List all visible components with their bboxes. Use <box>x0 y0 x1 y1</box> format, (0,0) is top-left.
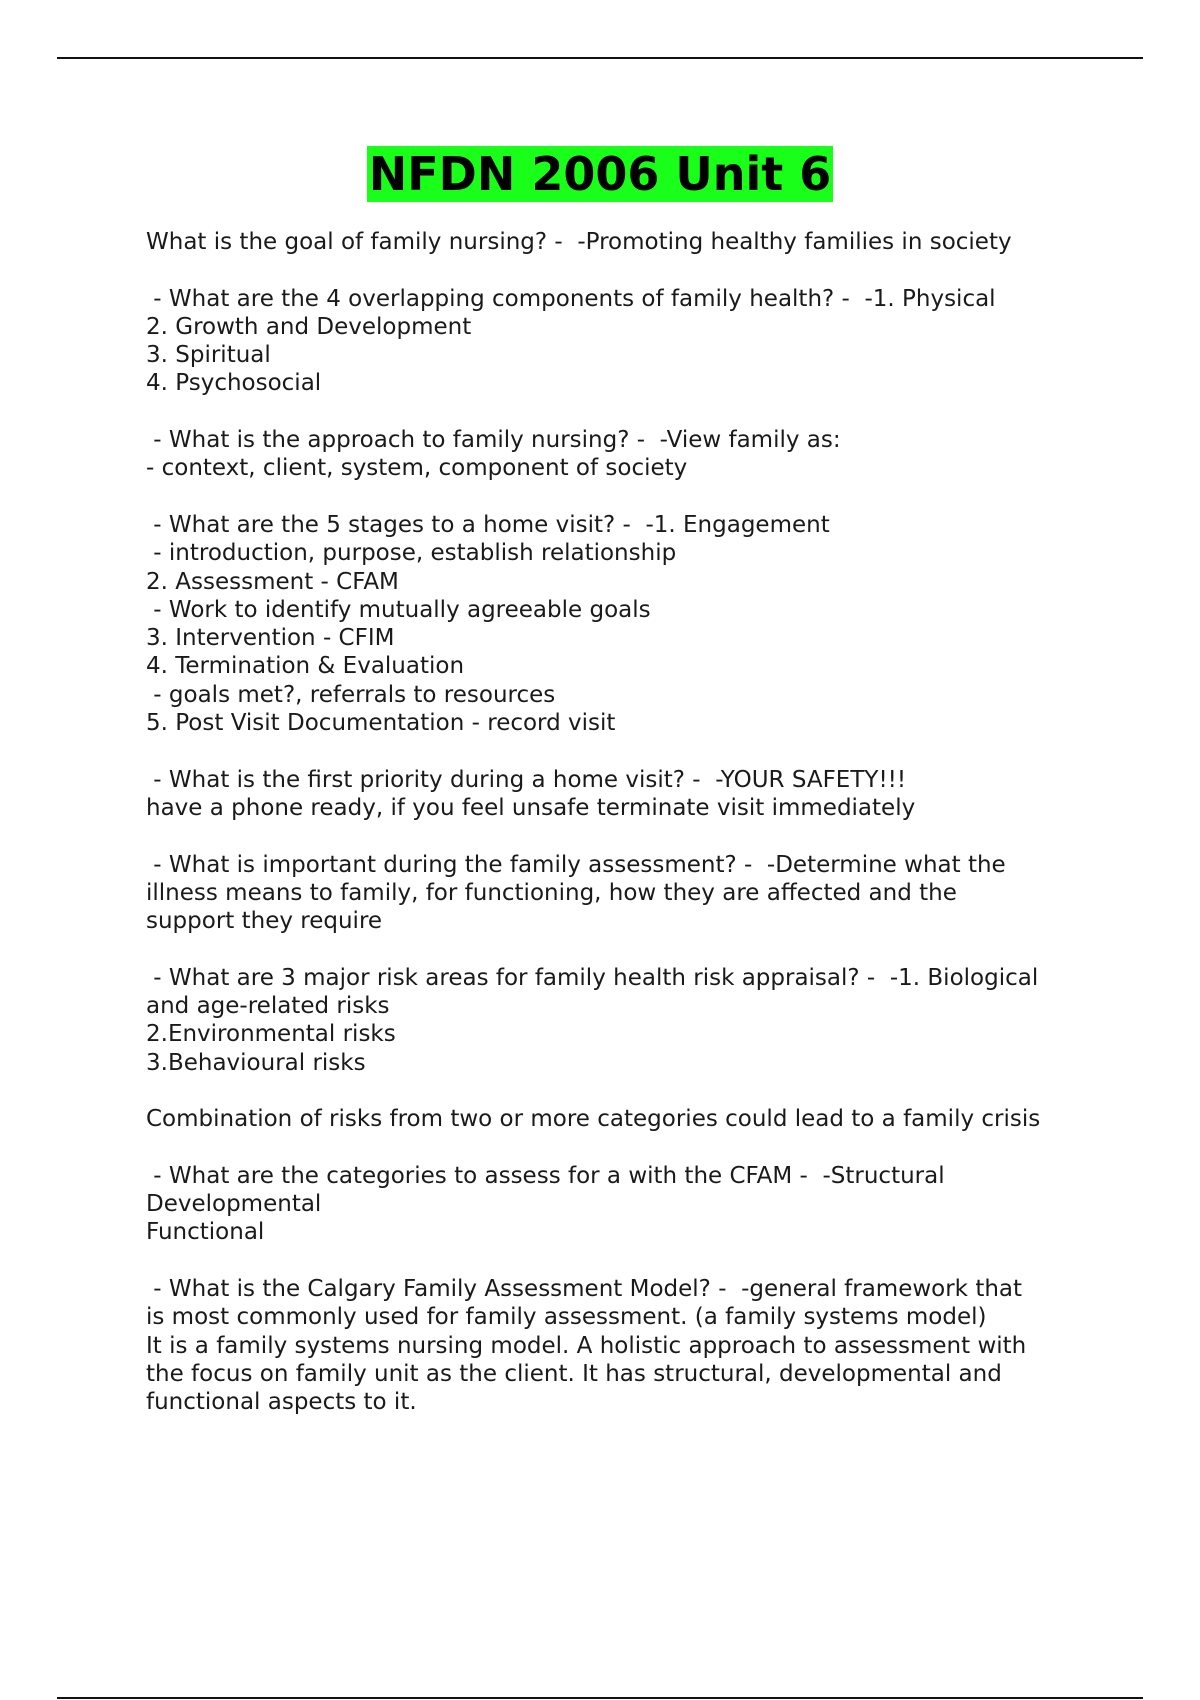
text-line: 4. Termination & Evaluation <box>146 653 465 680</box>
blank-line <box>146 935 1096 963</box>
text-line: It is a family systems nursing model. A holistic approach to assessment with <box>146 1332 1027 1359</box>
text-line: - What is the approach to family nursing? - -View family as: <box>146 427 841 454</box>
blank-line <box>146 1134 1096 1162</box>
text-line: the focus on family unit as the client. It has structural, developmental and <box>146 1360 1002 1387</box>
text-line: 2. Growth and Development <box>146 313 472 340</box>
bottom-divider <box>57 1697 1143 1699</box>
blank-line <box>146 1247 1096 1275</box>
blank-line <box>146 483 1096 511</box>
blank-line <box>146 737 1096 765</box>
text-line: Developmental <box>146 1191 322 1218</box>
text-line: What is the goal of family nursing? - -Promoting healthy families in society <box>146 229 1012 255</box>
text-line: functional aspects to it. <box>146 1389 417 1416</box>
text-line: 3. Spiritual <box>146 342 271 369</box>
title-container <box>0 146 1200 202</box>
text-line: - What are the 4 overlapping components of family health? - -1. Physical <box>146 285 996 312</box>
text-line: - context, client, system, component of society <box>146 455 688 482</box>
document-body <box>146 228 1096 1416</box>
text-line: - Work to identify mutually agreeable goals <box>146 596 651 623</box>
text-line: - What is the first priority during a home visit? - -YOUR SAFETY!!! <box>146 766 907 793</box>
text-line: have a phone ready, if you feel unsafe terminate visit immediately <box>146 794 916 821</box>
text-line: Combination of risks from two or more categories could lead to a family crisis <box>146 1106 1041 1133</box>
text-line: - What are 3 major risk areas for family health risk appraisal? - -1. Biological <box>146 964 1039 991</box>
text-line: illness means to family, for functioning, how they are affected and the <box>146 879 957 906</box>
text-line: 2.Environmental risks <box>146 1021 396 1048</box>
blank-line <box>146 256 1096 284</box>
text-line: - What are the 5 stages to a home visit? - -1. Engagement <box>146 511 830 538</box>
text-line: - introduction, purpose, establish relationship <box>146 540 677 567</box>
text-line: is most commonly used for family assessment. (a family systems model) <box>146 1304 987 1331</box>
text-line: 3.Behavioural risks <box>146 1049 366 1076</box>
top-divider <box>57 57 1143 59</box>
text-line: Functional <box>146 1219 265 1246</box>
blank-line <box>146 398 1096 426</box>
text-line: 4. Psychosocial <box>146 370 322 397</box>
text-line: - What are the categories to assess for a with the CFAM - -Structural <box>146 1162 945 1189</box>
text-line: and age-related risks <box>146 993 390 1020</box>
text-line: - goals met?, referrals to resources <box>146 681 556 708</box>
blank-line <box>146 1077 1096 1105</box>
text-line: 5. Post Visit Documentation - record visit <box>146 710 616 737</box>
document-title: NFDN 2006 Unit 6 <box>368 147 832 201</box>
text-line: - What is the Calgary Family Assessment Model? - -general framework that <box>146 1275 1023 1302</box>
blank-line <box>146 822 1096 850</box>
text-line: 2. Assessment - CFAM <box>146 568 399 595</box>
text-line: - What is important during the family assessment? - -Determine what the <box>146 851 1006 878</box>
text-line: 3. Intervention - CFIM <box>146 625 395 652</box>
text-line: support they require <box>146 908 383 935</box>
